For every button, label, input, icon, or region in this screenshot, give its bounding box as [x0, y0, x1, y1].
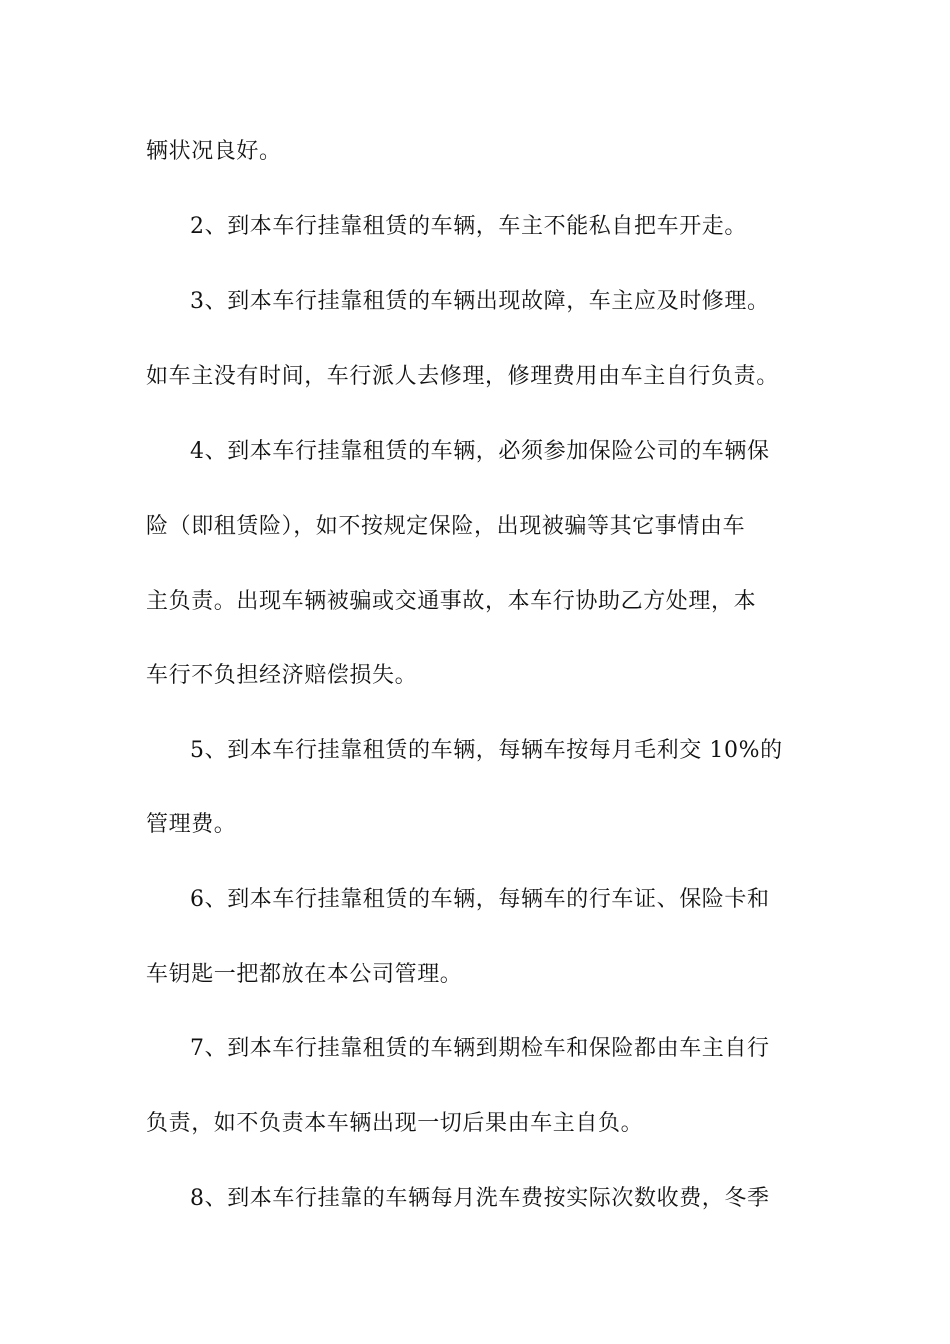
text-line: 3、到本车行挂靠租赁的车辆出现故障，车主应及时修理。: [190, 289, 770, 314]
text-line: 8、到本车行挂靠的车辆每月洗车费按实际次数收费，冬季: [190, 1186, 770, 1211]
text-line: 主负责。出现车辆被骗或交通事故，本车行协助乙方处理，本: [146, 589, 757, 614]
text-line: 管理费。: [146, 812, 237, 837]
text-line: 负责，如不负责本车辆出现一切后果由车主自负。: [146, 1111, 644, 1136]
text-line: 辆状况良好。: [146, 139, 282, 164]
text-line: 如车主没有时间，车行派人去修理，修理费用由车主自行负责。: [146, 364, 779, 389]
text-line: 7、到本车行挂靠租赁的车辆到期检车和保险都由车主自行: [190, 1036, 770, 1061]
text-line: 车行不负担经济赔偿损失。: [146, 663, 418, 688]
text-line: 5、到本车行挂靠租赁的车辆，每辆车按每月毛利交 10%的: [190, 738, 783, 763]
text-line: 4、到本车行挂靠租赁的车辆，必须参加保险公司的车辆保: [190, 439, 770, 464]
text-line: 2、到本车行挂靠租赁的车辆，车主不能私自把车开走。: [190, 214, 747, 239]
text-line: 车钥匙一把都放在本公司管理。: [146, 962, 463, 987]
text-line: 6、到本车行挂靠租赁的车辆，每辆车的行车证、保险卡和: [190, 887, 770, 912]
text-line: 险（即租赁险），如不按规定保险，出现被骗等其它事情由车: [146, 514, 746, 539]
